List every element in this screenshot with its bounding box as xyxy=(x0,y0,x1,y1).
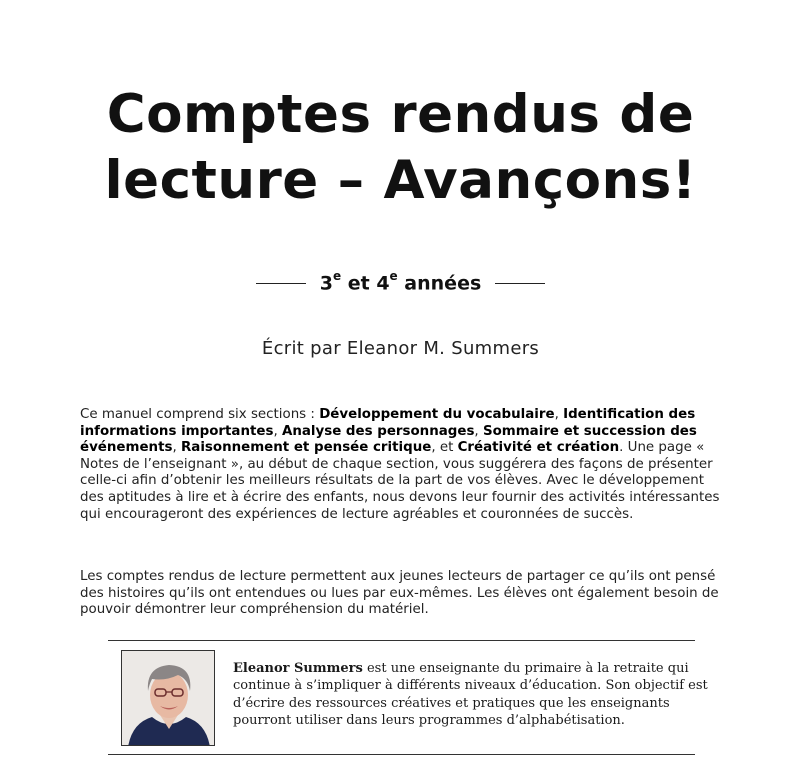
grade-word: années xyxy=(397,272,482,295)
bio-divider-bottom xyxy=(108,754,695,755)
intro-text-2: , xyxy=(554,407,564,422)
book-reports-paragraph: Les comptes rendus de lecture permettent aux jeunes lecteurs de partager ce qu’ils ont pensé des histoires qu’ils ont entendues ou lues par eux-mêmes. Les élèves ont également besoin de pouvoir démontrer leur compréhension du matériel. xyxy=(80,569,719,618)
grade-and: et xyxy=(341,272,377,295)
title-line-2: lecture – Avançons! xyxy=(104,150,697,211)
grade-ordinal-1: e xyxy=(332,269,342,284)
author-photo xyxy=(121,650,215,746)
bio-text: est une enseignante du primaire à la retraite qui continue à s’impliquer à différents niveaux d’éducation. Son objectif est d’écrire des ressources créatives et pratiques que les enseignants pourront utiliser dans leurs programmes d’alphabétisation. xyxy=(233,661,708,729)
grade-ordinal-2: e xyxy=(389,269,398,284)
intro-text-7: . Une page « Notes de l’enseignant », au début de chaque section, vous suggérera des façons de présenter celle-ci afin d’obtenir les meilleurs résultats de la part de vos élèves. Avec le développement des aptitudes à lire et à écrire des enfants, nous devons leur fournir des activités intéressantes qui encourageront des expériences de lecture agréables et couronnées de succès. xyxy=(80,440,720,522)
title-line-1: Comptes rendus de xyxy=(106,84,695,145)
section-important-info: Identification des informations importantes xyxy=(80,407,696,439)
author-line: Écrit par Eleanor M. Summers xyxy=(261,338,540,359)
intro-text-3: , xyxy=(273,423,282,439)
section-critical-thinking: Raisonnement et pensée critique xyxy=(180,440,432,456)
intro-text-5: , xyxy=(172,440,181,456)
section-creativity: Créativité et création xyxy=(457,440,620,456)
intro-paragraph xyxy=(80,407,722,523)
section-vocabulary: Développement du vocabulaire xyxy=(319,407,555,422)
grade-number-1: 3 xyxy=(319,272,333,295)
book-title xyxy=(0,82,801,214)
intro-text-4: , xyxy=(474,423,483,439)
intro-text-6: , et xyxy=(431,440,458,456)
grade-banner xyxy=(0,268,801,298)
intro-text-1: Ce manuel comprend six sections : xyxy=(80,407,320,422)
section-characters: Analyse des personnages xyxy=(281,423,475,439)
author-bio xyxy=(233,660,713,730)
section-summary: Sommaire et succession des événements xyxy=(80,423,697,456)
grade-rule-left xyxy=(256,283,306,284)
grade-number-2: 4 xyxy=(376,272,390,295)
bio-name: Eleanor Summers xyxy=(233,661,363,676)
author-portrait-icon xyxy=(122,651,215,746)
grade-label xyxy=(320,271,482,294)
grade-rule-right xyxy=(495,283,545,284)
bio-divider-top xyxy=(108,640,695,641)
